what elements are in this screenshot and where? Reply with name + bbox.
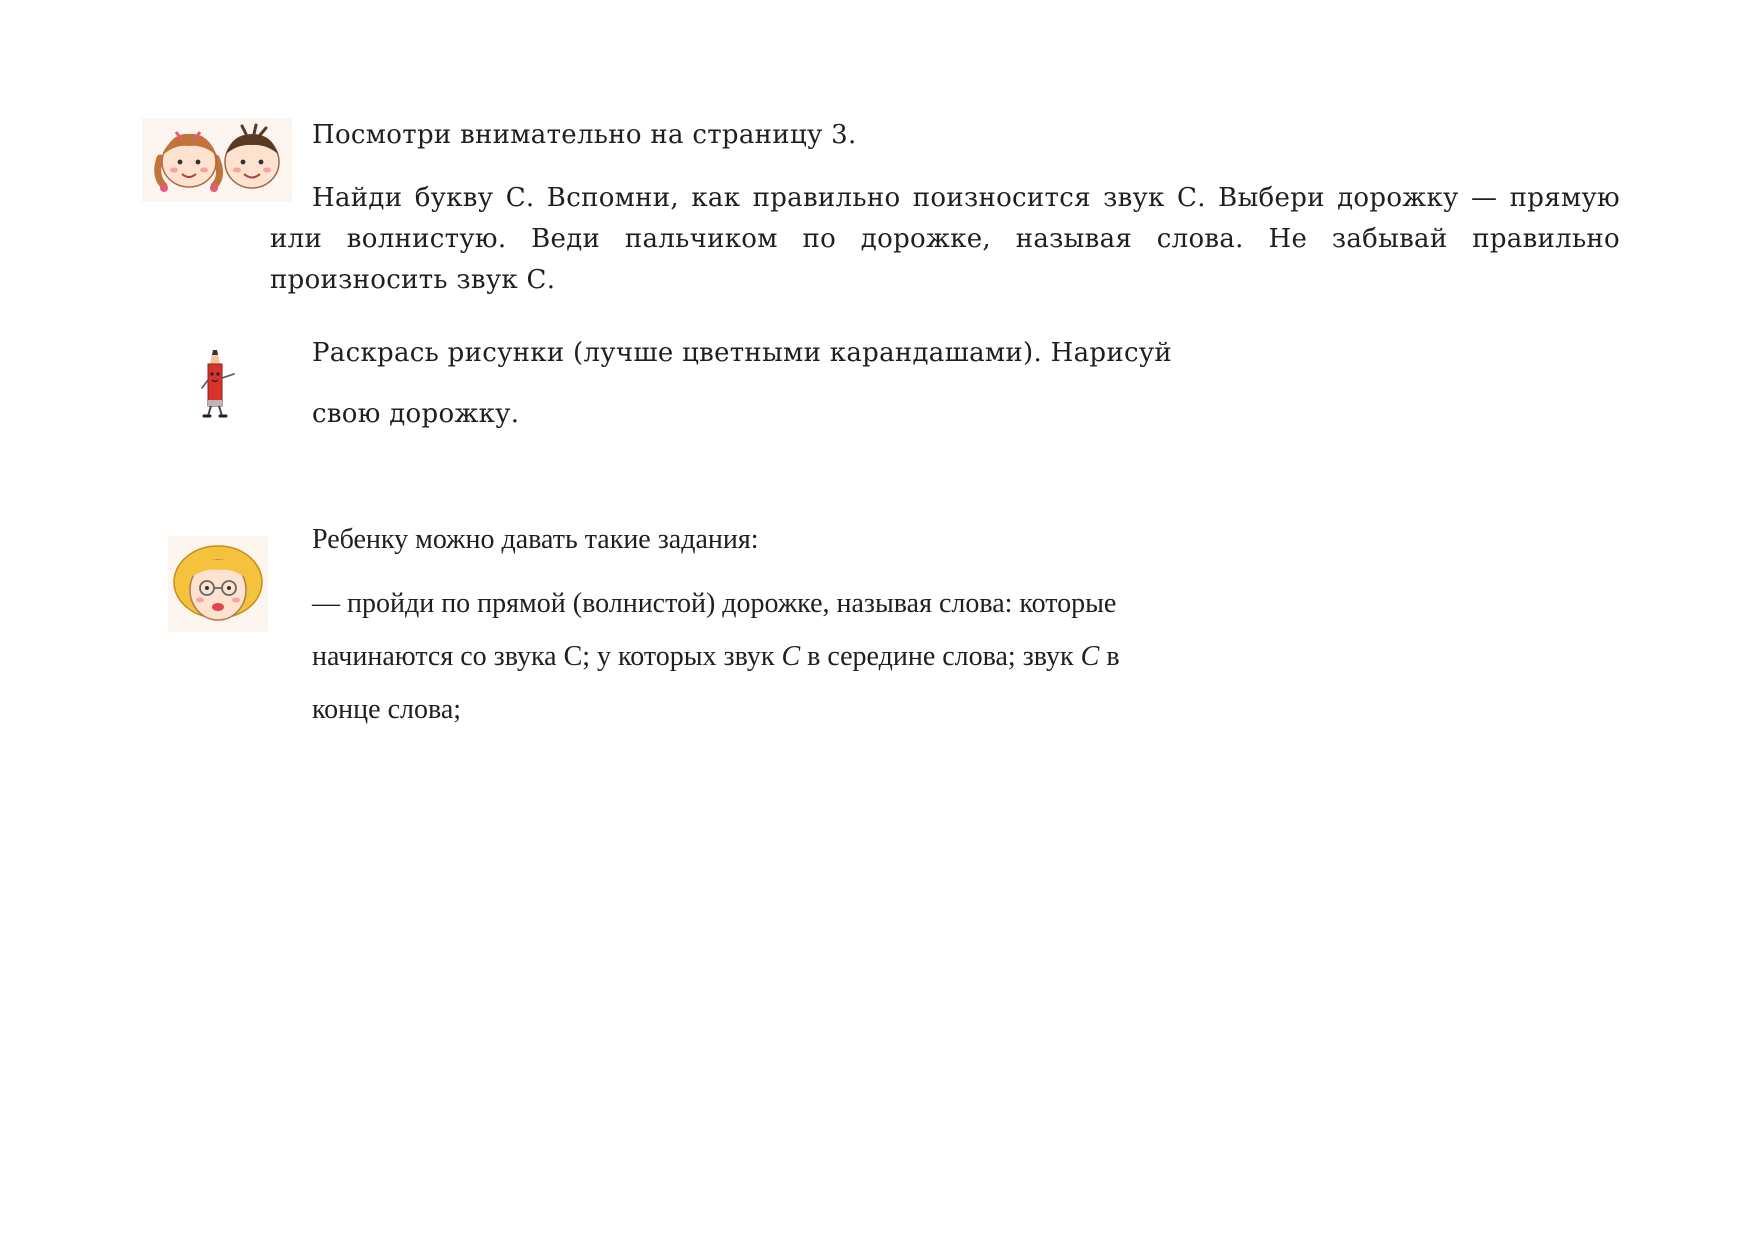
teacher-face-icon: [168, 536, 268, 632]
section1-instruction: Посмотри внимательно на страницу 3.: [312, 120, 857, 150]
section3-item-line-3: конце слова;: [312, 694, 462, 725]
section2-line-1: Раскрась рисунки (лучше цветными карандашами). Нарисуй: [312, 338, 1173, 368]
pencil-character-icon: [192, 350, 242, 420]
section3-item-line-2-part-b: в середине слова; звук: [800, 641, 1081, 672]
section3-item-line-2-part-c: в: [1099, 641, 1120, 672]
section3-item-line-2: [312, 641, 1120, 673]
section1-paragraph: [270, 178, 1620, 301]
section3-item-line-2-em-1: С: [781, 641, 801, 672]
section3-item-line-2-em-2: С: [1080, 641, 1100, 672]
section3-item-line-2-part-a: начинаются со звука С; у которых звук: [312, 641, 782, 672]
section1-line-2: или волнистую. Веди пальчиком по дорожке, называя слова. Не забывай правильно: [270, 224, 1620, 254]
section3-heading: Ребенку можно давать такие задания:: [312, 524, 759, 555]
section1-line-3: произносить звук С.: [270, 265, 556, 295]
section1-line-1: Найди букву С. Вспомни, как правильно поизносится звук С. Выбери дорожку — прямую: [312, 183, 1620, 213]
section2-line-2: свою дорожку.: [312, 399, 520, 429]
section3-item-line-1: — пройди по прямой (волнистой) дорожке, называя слова: которые: [312, 588, 1117, 619]
